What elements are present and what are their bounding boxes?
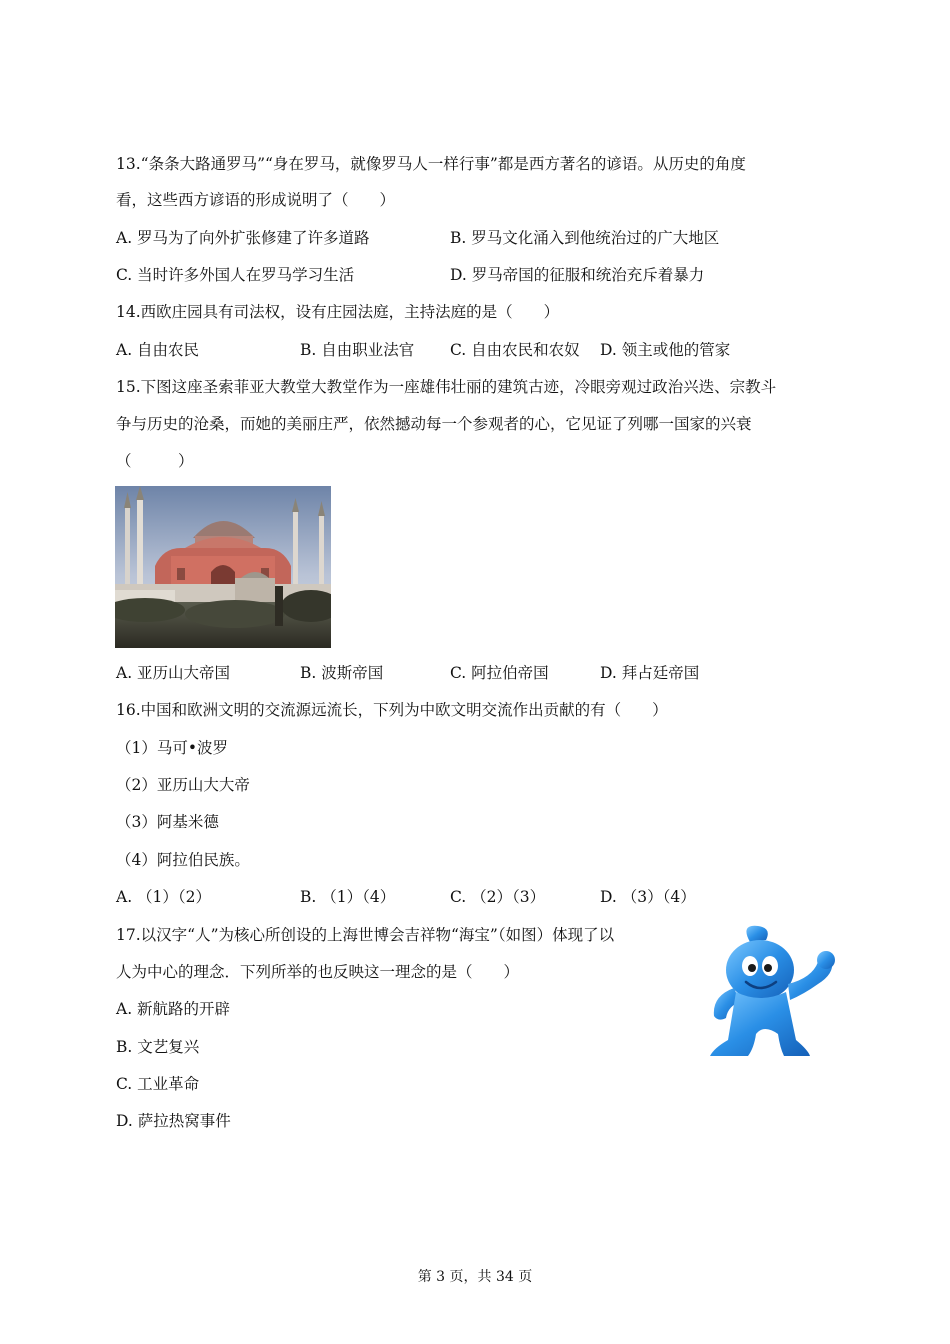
haibao-mascot-image: [700, 922, 840, 1060]
q16-option-d: D. （3）（4）: [600, 888, 696, 906]
q15-option-d: D. 拜占廷帝国: [600, 664, 700, 682]
q17-option-b: B. 文艺复兴: [116, 1038, 200, 1056]
q15-option-c: C. 阿拉伯帝国: [450, 664, 549, 682]
q16-option-b: B. （1）（4）: [300, 888, 396, 906]
q16-item-2: （2）亚历山大大帝: [116, 776, 250, 794]
q17-option-d: D. 萨拉热窝事件: [116, 1112, 231, 1130]
q16-stem-line1: 16.中国和欧洲文明的交流源远流长，下列为中欧文明交流作出贡献的有（ ）: [116, 701, 668, 719]
q13-stem-line2: 看，这些西方谚语的形成说明了（ ）: [116, 191, 396, 209]
q17-stem-line2: 人为中心的理念．下列所举的也反映这一理念的是（ ）: [116, 963, 520, 981]
q15-option-a: A. 亚历山大帝国: [116, 664, 231, 682]
q16-item-1: （1）马可•波罗: [116, 739, 229, 757]
q16-option-c: C. （2）（3）: [450, 888, 546, 906]
q15-stem-line2: 争与历史的沧桑，而她的美丽庄严，依然撼动每一个参观者的心，它见证了列哪一国家的兴衰: [116, 415, 752, 433]
q13-option-d: D. 罗马帝国的征服和统治充斥着暴力: [450, 266, 705, 284]
q16-item-4: （4）阿拉伯民族。: [116, 851, 250, 869]
page-footer: 第 3 页，共 34 页: [417, 1269, 533, 1285]
q15-stem-line1: 15.下图这座圣索菲亚大教堂大教堂作为一座雄伟壮丽的建筑古迹，冷眼旁观过政治兴迭、宗教斗: [116, 378, 777, 396]
q13-option-a: A. 罗马为了向外扩张修建了许多道路: [116, 229, 370, 247]
q16-item-3: （3）阿基米德: [116, 813, 219, 831]
q17-option-a: A. 新航路的开辟: [116, 1000, 231, 1018]
q13-option-b: B. 罗马文化涌入到他统治过的广大地区: [450, 229, 720, 247]
q17-option-c: C. 工业革命: [116, 1075, 200, 1093]
q14-option-c: C. 自由农民和农奴: [450, 341, 580, 359]
q14-option-a: A. 自由农民: [116, 341, 200, 359]
hagia-sophia-image: [115, 486, 331, 648]
q15-stem-line3: （ ）: [116, 452, 194, 470]
q13-option-c: C. 当时许多外国人在罗马学习生活: [116, 266, 355, 284]
q14-stem-line1: 14.西欧庄园具有司法权，设有庄园法庭，主持法庭的是（ ）: [116, 303, 560, 321]
q14-option-b: B. 自由职业法官: [300, 341, 415, 359]
q13-stem-line1: 13.“条条大路通罗马”“身在罗马，就像罗马人一样行事”都是西方著名的谚语。从历史的角度: [116, 155, 746, 173]
q16-option-a: A. （1）（2）: [116, 888, 212, 906]
q14-option-d: D. 领主或他的管家: [600, 341, 731, 359]
q15-option-b: B. 波斯帝国: [300, 664, 384, 682]
q17-stem-line1: 17.以汉字“人”为核心所创设的上海世博会吉祥物“海宝”（如图）体现了以: [116, 926, 615, 944]
